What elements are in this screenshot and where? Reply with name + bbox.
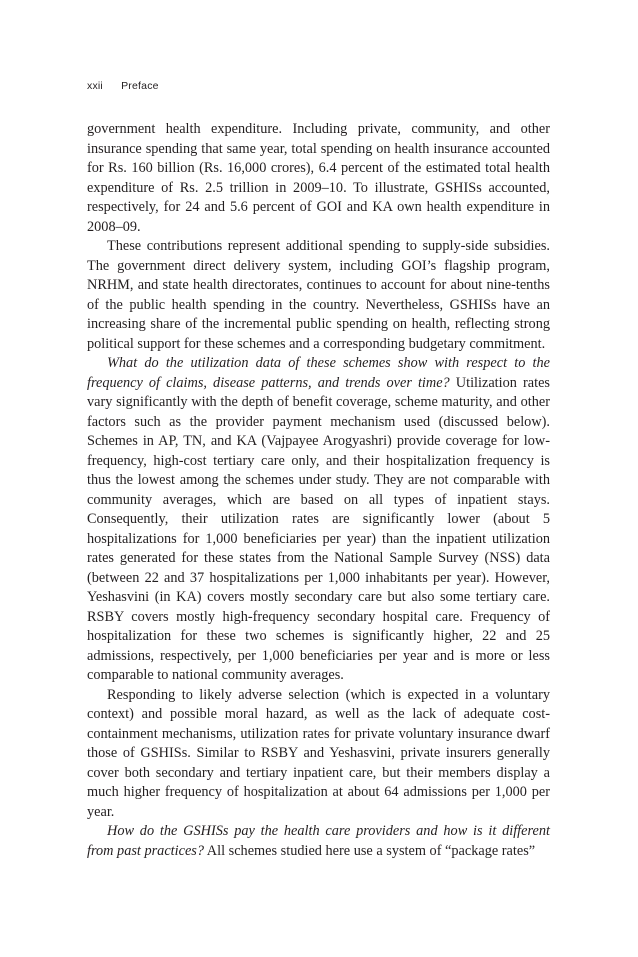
question-heading: How do the GSHISs pay the health care providers and how is it different from past practices?	[87, 823, 550, 859]
paragraph-text: All schemes studied here use a system of “package rates”	[204, 842, 536, 859]
page-number: xxii	[87, 80, 103, 92]
paragraph-5	[87, 822, 550, 861]
running-head-section: Preface	[121, 80, 159, 92]
paragraph-2	[87, 237, 550, 354]
paragraph-1	[87, 120, 550, 237]
paragraph-4	[87, 686, 550, 823]
paragraph-3	[87, 354, 550, 686]
paragraph-text: These contributions represent additional spending to supply-side subsidies. The government direct delivery system, including GOI’s flagship program, NRHM, and state health directorates, continues to account for about nine-tenths of the public health spending in the country. Nevertheless, GSHISs have an increasing share of the incremental public spending on health, reflecting strong political support for these schemes and a corresponding budgetary commitment.	[87, 238, 550, 352]
body-text	[87, 120, 550, 861]
question-heading: What do the utilization data of these schemes show with respect to the frequency of claims, disease patterns, and trends over time?	[87, 355, 550, 391]
paragraph-text: Utilization rates vary significantly with the depth of benefit coverage, scheme maturity, and other factors such as the provider payment mechanism used (discussed below). Schemes in AP, TN, and KA (Vajpayee Arogyashri) provide coverage for low-frequency, high-cost tertiary care only, and their hospitalization frequency is thus the lowest among the schemes under study. They are not comparable with community averages, which are based on all types of inpatient stays. Consequently, their utilization rates are significantly lower (about 5 hospitalizations for 1,000 beneficiaries per year) than the inpatient utilization rates generated for these states from the National Sample Survey (NSS) data (between 22 and 37 hospitalizations per 1,000 inhabitants per year). However, Yeshasvini (in KA) covers mostly secondary care but also some tertiary care. RSBY covers mostly high-frequency secondary hospital care. Frequency of hospitalization for these two schemes is significantly higher, 22 and 25 admissions, respectively, per 1,000 beneficiaries per year and is more or less comparable to national community averages.	[87, 374, 550, 683]
paragraph-text: government health expenditure. Including private, community, and other insurance spending that same year, total spending on health insurance accounted for Rs. 160 billion (Rs. 16,000 crores), 6.4 percent of the estimated total health expenditure of Rs. 2.5 trillion in 2009–10. To illustrate, GSHISs accounted, respectively, for 24 and 5.6 percent of GOI and KA own health expenditure in 2008–09.	[87, 121, 550, 235]
running-head	[87, 80, 159, 92]
paragraph-text: Responding to likely adverse selection (which is expected in a voluntary context) and possible moral hazard, as well as the lack of adequate cost-containment mechanisms, utilization rates for private voluntary insurance dwarf those of GSHISs. Similar to RSBY and Yeshasvini, private insurers generally cover both secondary and tertiary inpatient care, but their members display a much higher frequency of hospitalization at about 64 admissions per 1,000 per year.	[87, 686, 550, 820]
